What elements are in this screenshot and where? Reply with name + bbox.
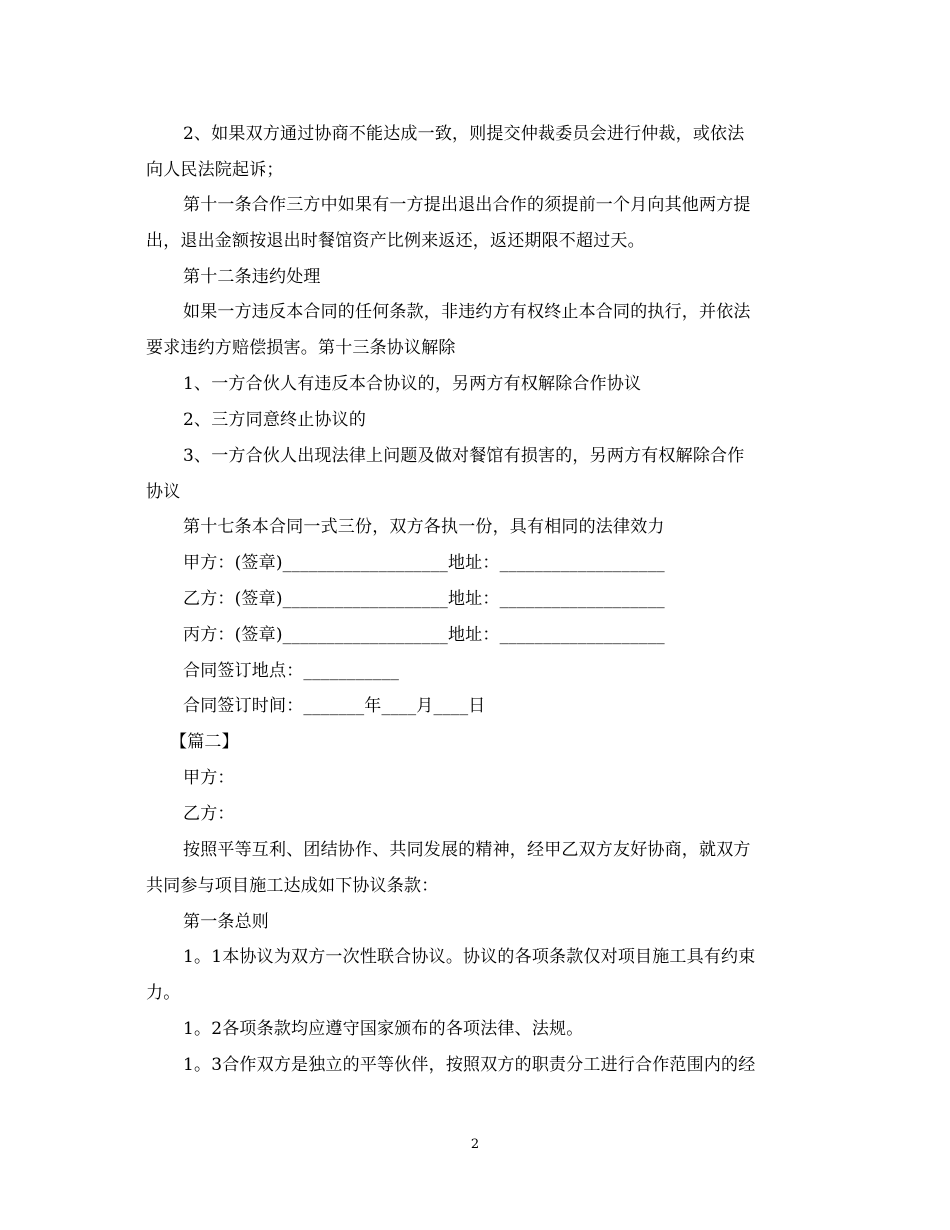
section-heading: 第一条总则 <box>183 912 269 932</box>
text-line: 力。 <box>146 983 181 1003</box>
text-line: 第十七条本合同一式三份，双方各执一份，具有相同的法律效力 <box>183 517 665 537</box>
text-line: 向人民法院起诉； <box>146 160 284 180</box>
text-line: 第十一条合作三方中如果有一方提出退出合作的须提前一个月向其他两方提 <box>183 195 751 215</box>
text-line: 1、一方合伙人有违反本合协议的，另两方有权解除合作协议 <box>183 374 642 394</box>
text-line: 3、一方合伙人出现法律上问题及做对餐馆有损害的，另两方有权解除合作 <box>183 446 745 466</box>
text-line: 2、如果双方通过协商不能达成一致，则提交仲裁委员会进行仲裁，或依法 <box>183 124 745 144</box>
text-line: 出，退出金额按退出时餐馆资产比例来返还，返还期限不超过天。 <box>146 231 645 251</box>
signing-place-line: 合同签订地点：___________ <box>183 661 400 681</box>
part-two-heading: 【篇二】 <box>170 732 239 752</box>
page-number: 2 <box>470 1137 480 1152</box>
text-line: 1。2各项条款均应遵守国家颁布的各项法律、法规。 <box>183 1019 584 1039</box>
text-line: 1。1本协议为双方一次性联合协议。协议的各项条款仅对项目施工具有约束 <box>183 947 756 967</box>
text-line: 如果一方违反本合同的任何条款，非违约方有权终止本合同的执行，并依法 <box>183 302 751 322</box>
text-line: 协议 <box>146 482 181 502</box>
text-line: 共同参与项目施工达成如下协议条款： <box>146 876 439 896</box>
text-line: 2、三方同意终止协议的 <box>183 410 367 430</box>
text-line: 按照平等互利、团结协作、共同发展的精神，经甲乙双方友好协商，就双方 <box>183 840 751 860</box>
signing-date-line: 合同签订时间：_______年____月____日 <box>183 696 486 716</box>
signature-line-party-c: 丙方：(签章)___________________地址：___________________ <box>183 625 665 645</box>
signature-line-party-b: 乙方：(签章)___________________地址：___________________ <box>183 589 665 609</box>
party-a-line: 甲方： <box>183 768 235 788</box>
section-heading: 第十二条违约处理 <box>183 267 321 287</box>
party-b-line: 乙方： <box>183 804 235 824</box>
signature-line-party-a: 甲方：(签章)___________________地址：___________________ <box>183 553 665 573</box>
text-line: 1。3合作双方是独立的平等伙伴，按照双方的职责分工进行合作范围内的经 <box>183 1055 756 1075</box>
text-line: 要求违约方赔偿损害。第十三条协议解除 <box>146 338 456 358</box>
